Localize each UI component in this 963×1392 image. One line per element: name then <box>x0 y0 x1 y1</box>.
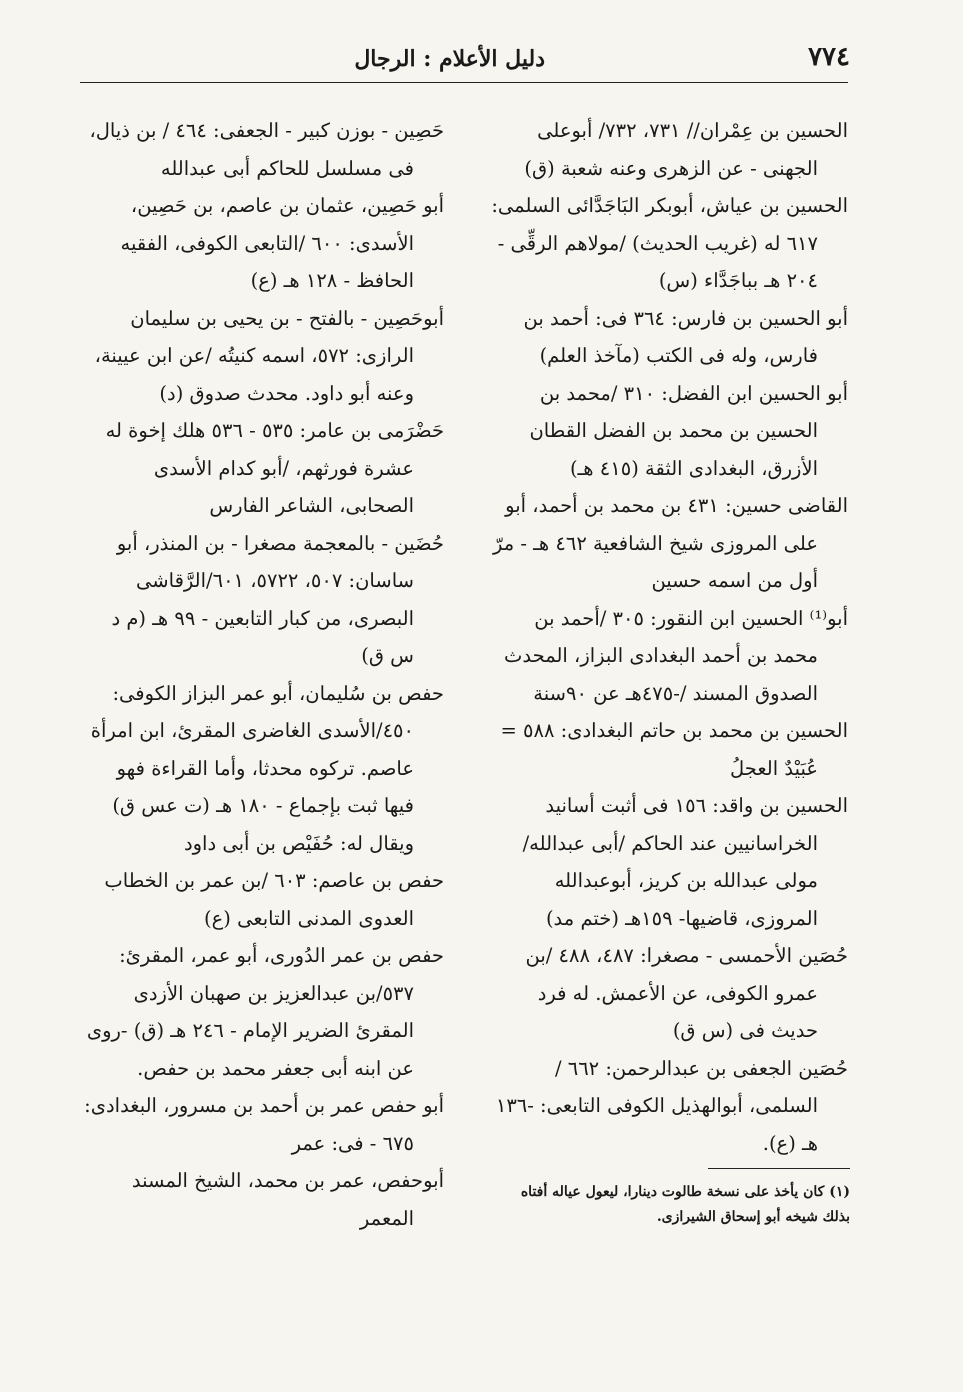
left-column <box>82 112 444 1237</box>
page-header <box>80 38 850 78</box>
index-entry: حفص بن سُليمان، أبو عمر البزاز الكوفى: ٤٥٠/الأسدى الغاضرى المقرئ، ابن امرأة عاصم. تركوه محدثا، وأما القراءة فهو فيها ثبت بإجماع - ١٨٠ هـ (ت عس ق) ويقال له: حُفَيْص بن أبى داود <box>90 681 444 855</box>
header-rule <box>80 82 848 83</box>
index-entry: أبو حَصِين، عثمان بن عاصم، بن حَصِين، الأسدى: ٦٠٠ /التابعى الكوفى، الفقيه الحافظ - ١٢٨ هـ (ع) <box>120 194 444 292</box>
index-entry: حَضْرَمى بن عامر: ٥٣٥ - ٥٣٦ هلك إخوة له عشرة فورثهم، /أبو كدام الأسدى الصحابى، الشاعر الفارس <box>105 419 444 517</box>
index-entry: الحسين بن محمد بن حاتم البغدادى: ٥٨٨ = عُبَيْدٌ العجلُ <box>500 719 848 780</box>
footnote: (١) كان يأخذ على نسخة طالوت دينارا، ليعول عياله أفتاه بذلك شيخه أبو إسحاق الشيرازى. <box>520 1184 850 1225</box>
index-entry: حفص بن عاصم: ٦٠٣ /بن عمر بن الخطاب العدوى المدنى التابعى (ع) <box>104 869 444 930</box>
index-entry: أبوحفص، عمر بن محمد، الشيخ المسند المعمر <box>131 1169 444 1230</box>
right-column <box>488 112 848 1162</box>
index-entry: أبوحَصِين - بالفتح - بن يحيى بن سليمان الرازى: ٥٧٢، اسمه كنيتُه /عن ابن عيينة، وعنه أبو داود. محدث صدوق (د) <box>94 306 444 405</box>
index-entry: حَصِين - بوزن كبير - الجعفى: ٤٦٤ / بن ذيال، فى مسلسل للحاكم أبى عبدالله <box>89 119 444 180</box>
footnote-rule <box>708 1168 850 1169</box>
page-number: ٧٧٤ <box>808 42 850 72</box>
index-entry: حُصَين الجعفى بن عبدالرحمن: ٦٦٢ /السلمى، أبوالهذيل الكوفى التابعى: -١٣٦ هـ (ع). <box>495 1056 848 1155</box>
index-entry: أبو الحسين ابن الفضل: ٣١٠ /محمد بن الحسين بن محمد بن الفضل القطان الأزرق، البغدادى الثقة (٤١٥ هـ) <box>529 381 848 480</box>
index-entry: حُصَين الأحمسى - مصغرا: ٤٨٧، ٤٨٨ /بن عمرو الكوفى، عن الأعمش. له فرد حديث فى (س ق) <box>525 944 848 1042</box>
index-entry: حُضَين - بالمعجمة مصغرا - بن المنذر، أبو ساسان: ٥٠٧، ٥٧٢٢، ٦٠١/الرَّقاشى البصرى، من كبار التابعين - ٩٩ هـ (م د س ق) <box>111 531 444 667</box>
index-entry: القاضى حسين: ٤٣١ بن محمد بن أحمد، أبو على المروزى شيخ الشافعية ٤٦٢ هـ - مرّ أول من اسمه حسين <box>492 494 848 592</box>
index-entry: أبو الحسين بن فارس: ٣٦٤ فى: أحمد بن فارس، وله فى الكتب (مآخذ العلم) <box>523 306 848 367</box>
index-entry: أبو⁽¹⁾ الحسين ابن النقور: ٣٠٥ /أحمد بن محمد بن أحمد البغدادى البزاز، المحدث الصدوق المسند /-٤٧٥هـ عن ٩٠سنة <box>504 606 848 705</box>
index-entry: الحسين بن عِمْران// ٧٣١، ٧٣٢/ أبوعلى الجهنى - عن الزهرى وعنه شعبة (ق) <box>524 119 848 180</box>
index-entry: الحسين بن عياش، أبوبكر البَاجَدَّائى السلمى: ٦١٧ له (غريب الحديث) /مولاهم الرقِّى - ٢٠٤ هـ بباجَدَّاء (س) <box>491 194 848 292</box>
index-entry: حفص بن عمر الدُورى، أبو عمر، المقرئ: ٥٣٧/بن عبدالعزيز بن صهبان الأزدى المقرئ الضرير الإمام - ٢٤٦ هـ (ق) -روى عن ابنه أبى جعفر محمد بن حفص. <box>86 944 444 1080</box>
index-entry: أبو حفص عمر بن أحمد بن مسرور، البغدادى: ٦٧٥ - فى: عمر <box>84 1094 444 1155</box>
running-title: دليل الأعلام : الرجال <box>354 46 545 72</box>
index-entry: الحسين بن واقد: ١٥٦ فى أثبت أسانيد الخراسانيين عند الحاكم /أبى عبدالله/ مولى عبدالله بن كريز، أبوعبدالله المروزى، قاضيها- ١٥٩هـ (ختم مد) <box>522 794 848 930</box>
